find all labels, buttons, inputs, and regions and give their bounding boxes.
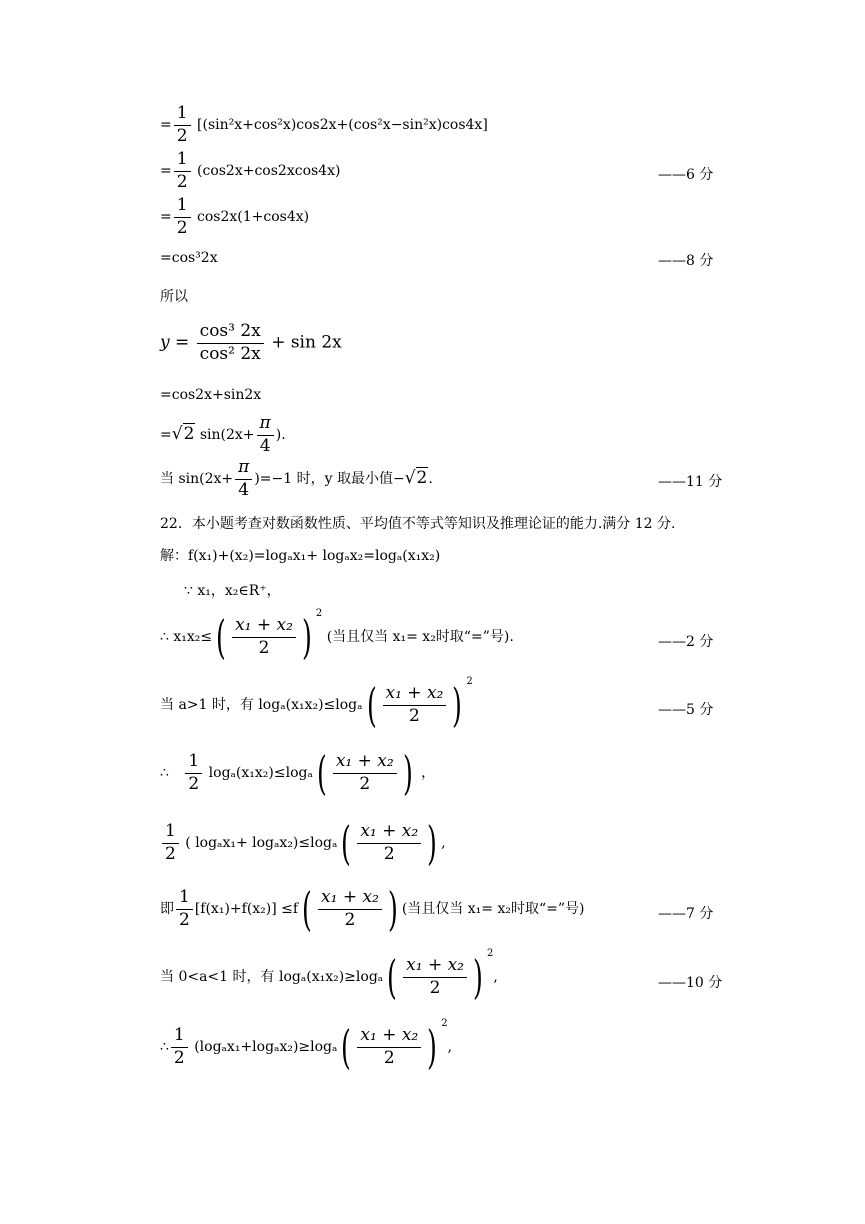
- eq-text: + sin 2x: [271, 332, 342, 353]
- eq-line-8: [160, 414, 286, 456]
- frac-num: 1: [162, 822, 179, 844]
- left-paren: (: [366, 678, 377, 732]
- right-paren: ): [473, 950, 483, 1004]
- frac-den: 2: [383, 843, 395, 864]
- fraction: [185, 752, 202, 794]
- eq-line-13: [160, 608, 514, 664]
- eq-line-18: [160, 948, 498, 1004]
- eq-line-17: [160, 882, 585, 936]
- frac-den: 2: [429, 977, 441, 998]
- frac-num: 1: [174, 150, 191, 172]
- frac-den: 2: [176, 171, 188, 192]
- eq-text: ∴: [160, 765, 169, 781]
- eq-line-2: [160, 150, 340, 192]
- left-paren: (: [387, 950, 398, 1004]
- left-paren: (: [316, 746, 327, 800]
- eq-text: [(sin²x+cos²x)cos2x+(cos²x−sin²x)cos4x]: [197, 117, 488, 134]
- frac-den: 2: [409, 705, 420, 726]
- fraction: [357, 1026, 421, 1068]
- frac-num: x₁ + x₂: [383, 684, 447, 706]
- eq-text: 即: [160, 901, 174, 917]
- frac-num: x₁ + x₂: [403, 956, 467, 978]
- score-11: ——11 分: [658, 474, 723, 490]
- fraction: [235, 458, 252, 500]
- score-8: ——8 分: [658, 253, 714, 269]
- frac-den: 2: [344, 909, 356, 930]
- eq-line-15: [160, 746, 436, 800]
- frac-den: cos² 2x: [199, 343, 261, 364]
- eq-text: y =: [160, 332, 190, 353]
- right-paren: ): [452, 678, 463, 732]
- eq-text: (logₐx₁+logₐx₂)≥logₐ: [194, 1039, 338, 1055]
- fraction: [333, 752, 397, 794]
- fraction: [171, 1026, 188, 1068]
- eq-line-4: =cos³2x: [160, 250, 218, 266]
- eq-text: [f(x₁)+f(x₂)] ≤f: [194, 901, 299, 917]
- eq-line-y: [160, 322, 342, 364]
- eq-line-1: [160, 104, 488, 146]
- eq-text: ( logₐx₁+ logₐx₂)≤logₐ: [185, 835, 338, 851]
- fraction: [162, 822, 179, 864]
- problem-22-heading: 22．本小题考查对数函数性质、平均值不等式等知识及推理论证的能力.满分 12 分.: [160, 516, 676, 532]
- right-paren: ): [301, 610, 312, 664]
- frac-den: 2: [176, 125, 188, 146]
- eq-text: ∴ x₁x₂≤: [160, 629, 213, 645]
- frac-den: 2: [359, 773, 371, 794]
- text-suoyi: 所以: [160, 289, 188, 305]
- frac-num: 1: [176, 888, 193, 910]
- score-6: ——6 分: [658, 167, 714, 183]
- sqrt-symbol: √2: [171, 424, 195, 445]
- eq-text: ).: [275, 427, 286, 444]
- eq-text: logₐ(x₁x₂)≤logₐ: [208, 765, 313, 781]
- score-2: ——2 分: [658, 634, 714, 650]
- eq-text: =: [160, 209, 172, 226]
- score-7: ——7 分: [658, 906, 714, 922]
- eq-text: =: [160, 427, 172, 444]
- solution-start: 解：f(x₁)+(x₂)=logₐx₁+ logₐx₂=logₐ(x₁x₂): [160, 548, 441, 564]
- eq-text: (cos2x+cos2xcos4x): [197, 163, 341, 180]
- fraction: [318, 888, 382, 930]
- left-paren: (: [302, 882, 312, 936]
- eq-text: .: [428, 471, 433, 488]
- right-paren: ): [427, 816, 438, 870]
- frac-num: x₁ + x₂: [357, 822, 421, 844]
- frac-num: 1: [185, 752, 202, 774]
- frac-num: 1: [174, 104, 191, 126]
- eq-text: )=−1 时，y 取最小值−: [254, 471, 405, 488]
- eq-text: ,: [447, 1039, 453, 1055]
- exponent: 2: [466, 676, 473, 687]
- right-paren: ): [427, 1020, 438, 1074]
- fraction: [383, 684, 447, 726]
- eq-text: (当且仅当 x₁= x₂时取“=”号).: [326, 629, 514, 645]
- eq-text: 当 0<a<1 时，有 logₐ(x₁x₂)≥logₐ: [160, 969, 384, 985]
- fraction: [232, 616, 296, 658]
- because-line: ∵ x₁，x₂∈R⁺，: [184, 583, 281, 599]
- exponent: 2: [441, 1018, 448, 1029]
- frac-num: cos³ 2x: [197, 322, 264, 344]
- eq-text: ∴: [160, 1039, 169, 1055]
- eq-text: ,: [441, 835, 446, 851]
- eq-line-7: =cos2x+sin2x: [160, 387, 262, 403]
- left-paren: (: [341, 1020, 352, 1074]
- right-paren: ): [387, 882, 398, 936]
- frac-num: π: [235, 458, 252, 480]
- frac-num: 1: [171, 1026, 188, 1048]
- frac-num: 1: [174, 196, 191, 218]
- eq-text: =: [160, 117, 172, 134]
- left-paren: (: [341, 816, 352, 870]
- frac-den: 2: [165, 843, 176, 864]
- frac-num: x₁ + x₂: [232, 616, 296, 638]
- fraction: [174, 150, 191, 192]
- eq-text: 当 a>1 时，有 logₐ(x₁x₂)≤logₐ: [160, 697, 363, 713]
- fraction: [176, 888, 193, 930]
- eq-line-9: [160, 458, 433, 500]
- eq-line-3: [160, 196, 309, 238]
- sqrt-value: 2: [416, 468, 428, 489]
- eq-text: cos2x(1+cos4x): [197, 209, 310, 226]
- frac-num: x₁ + x₂: [318, 888, 382, 910]
- frac-den: 2: [179, 909, 190, 930]
- frac-den: 2: [173, 1047, 185, 1068]
- eq-text: sin(2x+: [199, 427, 255, 444]
- eq-line-19: [160, 1018, 453, 1074]
- eq-line-14: [160, 676, 473, 732]
- score-5: ——5 分: [658, 702, 714, 718]
- score-10: ——10 分: [658, 975, 723, 991]
- exponent: 2: [315, 608, 323, 619]
- eq-text: 当 sin(2x+: [160, 471, 234, 488]
- frac-num: π: [257, 414, 274, 436]
- fraction: [257, 414, 274, 456]
- sqrt-symbol: √2: [404, 468, 428, 489]
- eq-text: ,: [493, 969, 498, 985]
- fraction: [403, 956, 467, 998]
- fraction: [357, 822, 421, 864]
- eq-line-16: [160, 816, 446, 870]
- eq-text: =: [160, 163, 172, 180]
- frac-den: 2: [176, 217, 188, 238]
- frac-den: 2: [188, 773, 200, 794]
- fraction: [197, 322, 264, 364]
- right-paren: ): [402, 746, 413, 800]
- eq-text: (当且仅当 x₁= x₂时取“=”号): [401, 901, 585, 917]
- exponent: 2: [486, 948, 494, 959]
- frac-den: 2: [258, 637, 270, 658]
- fraction: [174, 104, 191, 146]
- frac-num: x₁ + x₂: [357, 1026, 421, 1048]
- frac-den: 2: [383, 1047, 395, 1068]
- eq-text: ，: [421, 765, 436, 781]
- left-paren: (: [216, 610, 227, 664]
- sqrt-value: 2: [183, 424, 195, 445]
- frac-den: 4: [238, 479, 250, 500]
- frac-num: x₁ + x₂: [333, 752, 397, 774]
- frac-den: 4: [259, 435, 271, 456]
- fraction: [174, 196, 191, 238]
